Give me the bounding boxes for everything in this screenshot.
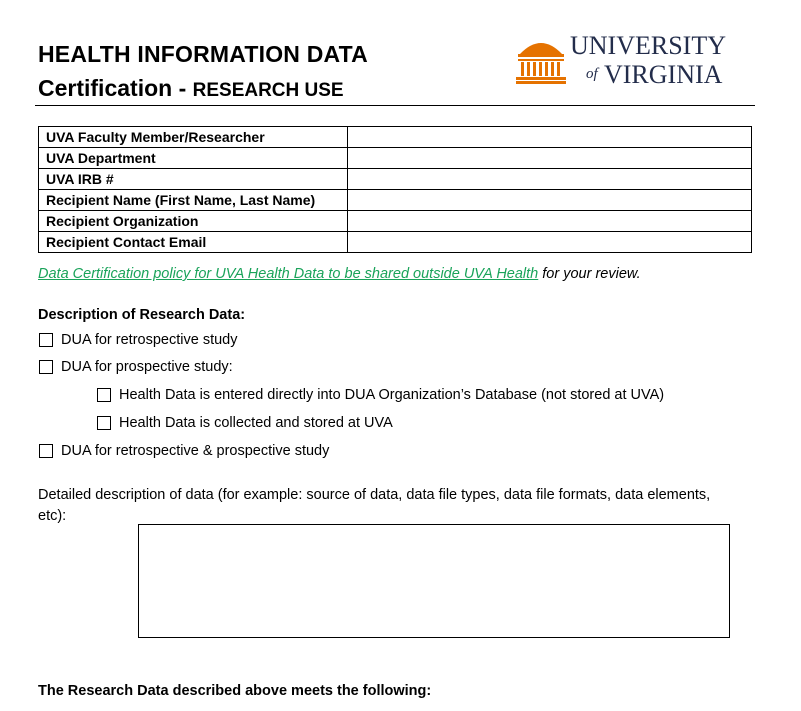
- option-retro-prospective: [39, 443, 329, 459]
- description-heading: Description of Research Data:: [38, 307, 246, 323]
- field-faculty[interactable]: [348, 127, 752, 148]
- document-title: HEALTH INFORMATION DATA: [38, 41, 368, 67]
- option-label: Health Data is entered directly into DUA Organization’s Database (not stored at UVA): [119, 387, 665, 403]
- policy-note: [38, 266, 641, 282]
- option-prospective: [39, 359, 233, 375]
- policy-link[interactable]: Data Certification policy for UVA Health Data to be shared outside UVA Health: [38, 266, 539, 282]
- option-retrospective: [39, 332, 238, 348]
- checkbox-retro-prospective[interactable]: [39, 444, 53, 458]
- checkbox-entered-dua-db[interactable]: [97, 388, 111, 402]
- detail-prompt: Detailed description of data (for example: source of data, data file types, data file formats, data elements, etc):: [38, 487, 711, 524]
- option-label: DUA for retrospective study: [61, 332, 238, 348]
- field-recipient-org[interactable]: [348, 211, 752, 232]
- policy-suffix: for your review.: [538, 266, 641, 282]
- header-divider: [35, 105, 755, 106]
- option-entered-dua-db: [97, 387, 664, 403]
- field-recipient-name[interactable]: [348, 190, 752, 211]
- document-subtitle: [38, 75, 344, 102]
- row-label-recipient-email: Recipient Contact Email: [39, 232, 348, 253]
- subtitle-research-use: RESEARCH USE: [192, 80, 344, 101]
- table-row: [39, 190, 752, 211]
- checkbox-retrospective[interactable]: [39, 333, 53, 347]
- table-row: [39, 127, 752, 148]
- row-label-irb: UVA IRB #: [39, 169, 348, 190]
- logo-university: UNIVERSITY: [570, 31, 726, 60]
- table-row: [39, 211, 752, 232]
- field-irb[interactable]: [348, 169, 752, 190]
- uva-logo: [516, 28, 746, 88]
- field-recipient-email[interactable]: [348, 232, 752, 253]
- rotunda-icon: [516, 43, 566, 84]
- field-department[interactable]: [348, 148, 752, 169]
- checkbox-stored-uva[interactable]: [97, 416, 111, 430]
- table-row: [39, 169, 752, 190]
- option-label: Health Data is collected and stored at UVA: [119, 415, 393, 431]
- logo-of: of: [586, 66, 598, 82]
- option-label: DUA for retrospective & prospective study: [61, 443, 330, 459]
- row-label-recipient-name: Recipient Name (First Name, Last Name): [39, 190, 348, 211]
- meets-heading: The Research Data described above meets the following:: [38, 683, 432, 699]
- row-label-faculty: UVA Faculty Member/Researcher: [39, 127, 348, 148]
- subtitle-main: Certification -: [38, 75, 193, 101]
- info-table: [38, 126, 752, 253]
- row-label-recipient-org: Recipient Organization: [39, 211, 348, 232]
- option-label: DUA for prospective study:: [61, 359, 233, 375]
- option-stored-uva: [97, 415, 393, 431]
- row-label-department: UVA Department: [39, 148, 348, 169]
- table-row: [39, 232, 752, 253]
- logo-virginia: VIRGINIA: [604, 60, 723, 88]
- detail-description-field[interactable]: [138, 524, 730, 638]
- table-row: [39, 148, 752, 169]
- checkbox-prospective[interactable]: [39, 360, 53, 374]
